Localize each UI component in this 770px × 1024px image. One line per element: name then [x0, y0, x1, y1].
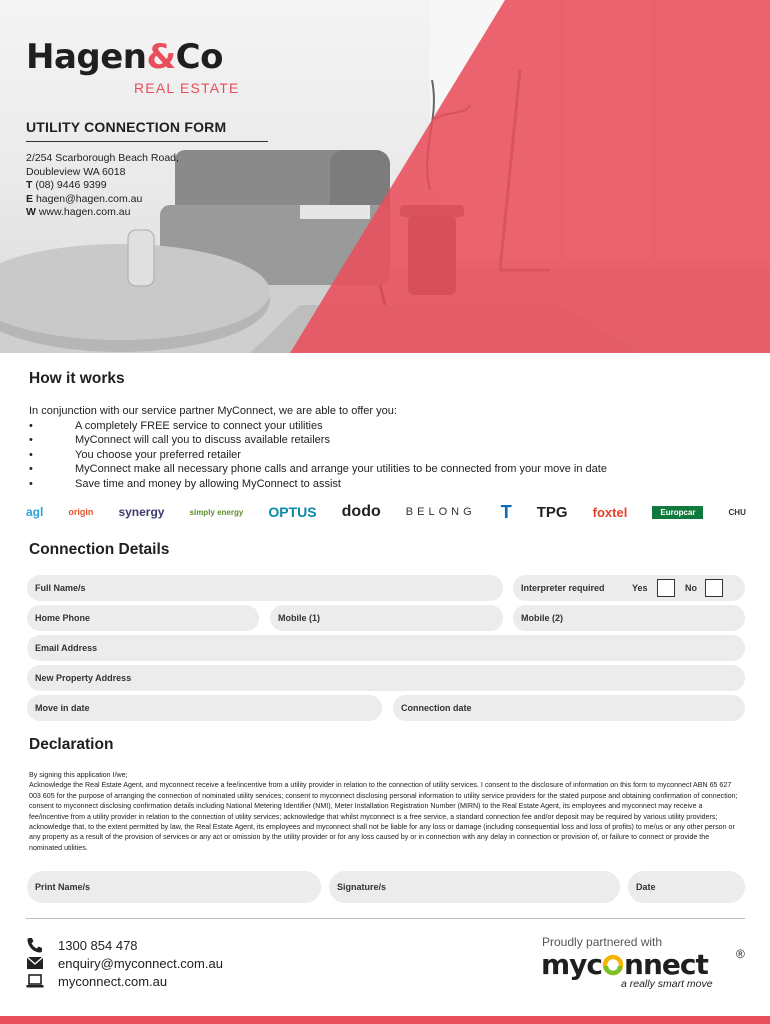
chu-logo: CHU [728, 507, 746, 517]
brand-subtitle: REAL ESTATE [134, 80, 240, 96]
origin-logo: origin [68, 507, 94, 517]
home-phone-label: Home Phone [35, 613, 91, 623]
interpreter-required-label: Interpreter required [521, 583, 605, 593]
list-item: • MyConnect will call you to discuss available retailers [29, 434, 330, 447]
footer-email-address: enquiry@myconnect.com.au [58, 955, 223, 971]
email-address-label: Email Address [35, 643, 98, 653]
declaration-text [29, 770, 741, 853]
phone-icon [26, 937, 44, 953]
full-names-field[interactable] [27, 575, 503, 601]
envelope-icon [26, 955, 44, 971]
office-website[interactable]: W www.hagen.com.au [26, 206, 131, 218]
date-field[interactable] [628, 871, 745, 903]
brand-name: Hagen&Co [26, 37, 223, 77]
laptop-icon [26, 973, 44, 989]
no-label: No [685, 583, 697, 593]
partner-tagline: a really smart move [621, 978, 713, 990]
list-item: • You choose your preferred retailer [29, 448, 241, 461]
declaration-intro: By signing this application I/we; [29, 771, 128, 779]
list-item: • Save time and money by allowing MyConnect to assist [29, 477, 341, 490]
print-names-label: Print Name/s [35, 882, 91, 892]
signatures-label: Signature/s [337, 882, 387, 892]
address-line-1: 2/254 Scarborough Beach Road, [26, 152, 179, 164]
myconnect-o-icon [602, 954, 624, 976]
connection-date-label: Connection date [401, 703, 472, 713]
synergy-logo: synergy [118, 505, 165, 519]
connection-details-title: Connection Details [29, 541, 170, 558]
new-property-address-field[interactable] [27, 665, 745, 691]
email-address-field[interactable] [27, 635, 745, 661]
mobile-1-label: Mobile (1) [278, 613, 320, 623]
tpg-logo: TPG [536, 503, 568, 521]
hagen-co-logo [26, 37, 240, 96]
telstra-logo: T [500, 501, 512, 522]
how-it-works-intro: In conjunction with our service partner MyConnect, we are able to offer you: [29, 405, 397, 417]
signatures-field[interactable] [329, 871, 620, 903]
office-email[interactable]: E hagen@hagen.com.au [26, 192, 143, 205]
footer-phone[interactable] [26, 937, 138, 953]
belong-logo: BELONG [405, 506, 476, 518]
date-label: Date [636, 882, 656, 892]
full-names-label: Full Name/s [35, 583, 86, 593]
bottom-accent-bar [0, 1016, 770, 1024]
hero-banner [0, 0, 770, 353]
how-it-works-title: How it works [29, 370, 125, 387]
foxtel-logo: foxtel [592, 504, 628, 520]
myconnect-logo: myc nnect [541, 948, 708, 981]
optus-logo: OPTUS [268, 504, 317, 520]
mobile-1-field[interactable] [270, 605, 503, 631]
simply-energy-logo: simply energy [189, 507, 244, 517]
mobile-2-label: Mobile (2) [521, 613, 563, 623]
interpreter-no-checkbox[interactable] [705, 579, 723, 597]
list-item: • MyConnect make all necessary phone calls and arrange your utilities to be connected from your move in date [29, 463, 607, 476]
connection-date-field[interactable] [393, 695, 745, 721]
interpreter-required-field [513, 575, 745, 601]
form-title: UTILITY CONNECTION FORM [26, 119, 227, 135]
office-address [26, 152, 179, 220]
print-names-field[interactable] [27, 871, 321, 903]
address-line-2: Doubleview WA 6018 [26, 165, 126, 178]
home-phone-field[interactable] [27, 605, 259, 631]
interpreter-yes-checkbox[interactable] [657, 579, 675, 597]
footer-website-url: myconnect.com.au [58, 973, 168, 989]
yes-label: Yes [632, 583, 648, 593]
mobile-2-field[interactable] [513, 605, 745, 631]
declaration-body: Acknowledge the Real Estate Agent, and myconnect receive a fee/incentive from a utility provider in relation to the connection of utility services. I consent to the disclosure of information on this form to myconnect ABN 65 627 003 605 for the purpose of arranging the connection of nominated utility services; consent to myconnect disclosing personal information to utility service providers for the stated purpose and obtaining confirmation of connection; consent to myconnect disclosing confirmation details including National Metering Identifier (NMI), Meter Installation Registration Number (MIRN) to the Real Estate Agent, its employees and myconnect may receive a fee/incentive from a utility provider in relation to the connection of utility services; acknowledge that whilst myconnect is a free service, a standard connection fee and/or deposit may be required by various utility providers; acknowledge that, to the extent permitted by law, the Real Estate Agent, its employees and myconnect shall not be liable for any loss or damage (including consequential loss and loss of profits) to me/us or any other person or any property as a result of the provision of services or any act or omission by the utility provider or for any loss caused by or in connection with any delay in connection or provision of, or failure to connect or provide the nominated utilities. [29, 781, 738, 852]
how-it-works-list [29, 404, 607, 492]
move-in-date-label: Move in date [35, 703, 90, 713]
registered-mark: ® [736, 947, 745, 961]
footer-phone-number: 1300 854 478 [58, 937, 138, 953]
title-divider [26, 141, 268, 142]
europcar-logo: Europcar [652, 506, 703, 519]
new-property-address-label: New Property Address [35, 673, 132, 683]
partner-label: Proudly partnered with [542, 935, 663, 949]
agl-logo: agl [26, 505, 44, 519]
declaration-title: Declaration [29, 736, 114, 753]
dodo-logo: dodo [341, 503, 381, 520]
footer-website[interactable] [26, 973, 167, 989]
move-in-date-field[interactable] [27, 695, 382, 721]
office-phone: T (08) 9446 9399 [26, 179, 107, 191]
footer-divider [26, 918, 745, 919]
footer-email[interactable] [26, 955, 223, 971]
provider-logos [26, 498, 746, 526]
list-item: • A completely FREE service to connect your utilities [29, 419, 323, 432]
